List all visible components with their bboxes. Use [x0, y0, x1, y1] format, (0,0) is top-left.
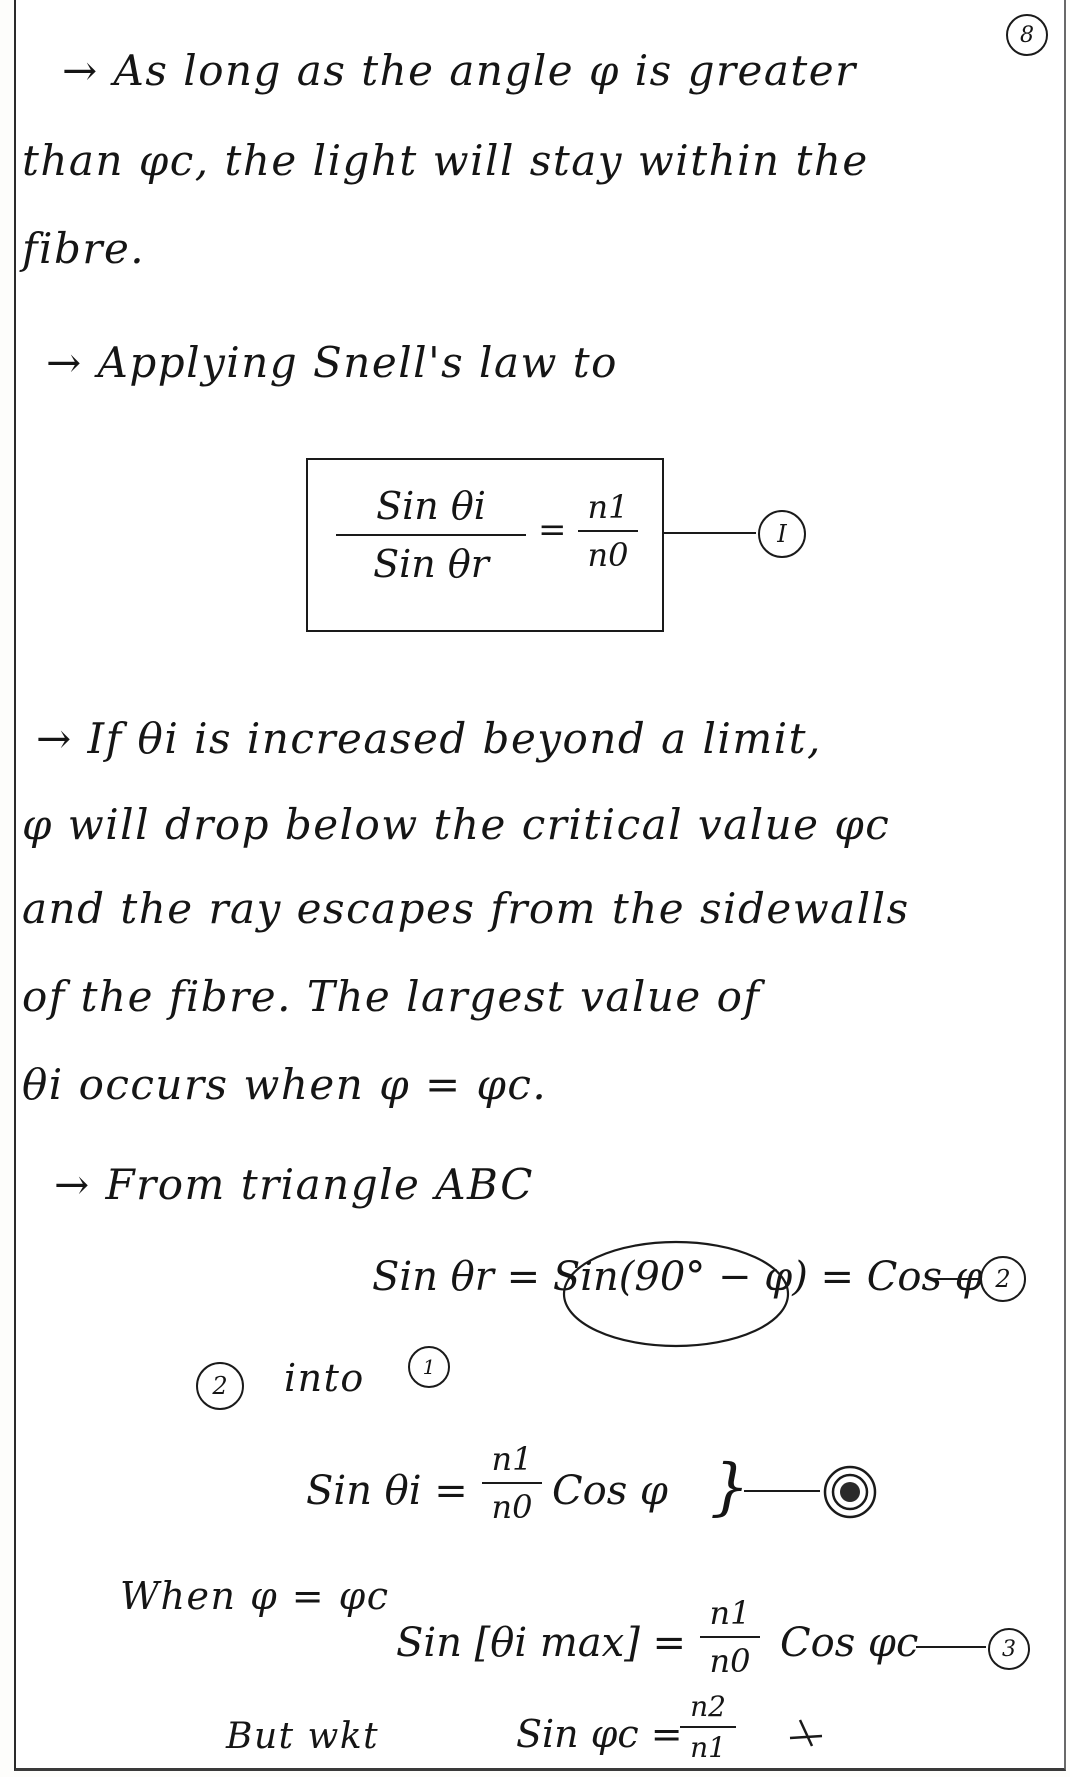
- line-6: φ will drop below the critical value φc: [22, 800, 891, 849]
- equation-1-lhs: [336, 484, 526, 586]
- eq1-fraction-bar: [336, 534, 526, 536]
- line-10: → From triangle ABC: [54, 1160, 534, 1209]
- eq5-denominator: n1: [690, 1731, 726, 1764]
- line-9: θi occurs when φ = φc.: [22, 1060, 548, 1109]
- equation-1-rhs: [578, 488, 638, 574]
- line-12: When φ = φc: [120, 1574, 390, 1618]
- eq1-rhs-bar: [578, 530, 638, 532]
- eq3-fraction: [482, 1440, 542, 1526]
- eq2-label: [980, 1256, 1026, 1302]
- eq2-label-text: 2: [995, 1265, 1011, 1293]
- line-5: → If θi is increased beyond a limit,: [36, 714, 822, 763]
- strike-mark: [786, 1712, 826, 1752]
- eq1-rhs-numerator: n1: [587, 488, 629, 526]
- eq3-scribbled-label: [816, 1462, 886, 1522]
- eq4-numerator: n1: [709, 1594, 751, 1632]
- line-8: of the fibre. The largest value of: [22, 972, 761, 1021]
- page-number-text: 8: [1020, 22, 1034, 48]
- eq5-bar: [680, 1726, 736, 1728]
- eq3-rhs: Cos φ: [552, 1468, 668, 1514]
- eq4-label: [988, 1628, 1030, 1670]
- eq4-label-text: 3: [1002, 1636, 1016, 1662]
- equation-2: Sin θr = Sin(90° − φ) = Cos φ: [372, 1254, 983, 1300]
- eq2-label-leader: [934, 1278, 980, 1280]
- eq3-brace: }: [710, 1450, 750, 1523]
- line-2: than φc, the light will stay within the: [22, 136, 869, 185]
- eq4-fraction: [700, 1594, 760, 1680]
- eq4-lhs: Sin [θi max] =: [396, 1620, 687, 1666]
- eq2-circled-term: [556, 1232, 796, 1362]
- eq1-numerator: Sin θi: [376, 484, 486, 528]
- line-13: But wkt: [226, 1716, 380, 1757]
- eq4-rhs: Cos φc: [780, 1620, 919, 1666]
- eq3-leader: [744, 1490, 820, 1492]
- eq1-label-leader: [664, 532, 756, 534]
- eq1-label-text: I: [777, 520, 787, 548]
- eq4-bar: [700, 1636, 760, 1638]
- sub-ref-2-text: 2: [212, 1372, 228, 1400]
- eq1-equals: =: [538, 510, 567, 550]
- eq3-denominator: n0: [491, 1488, 533, 1526]
- eq3-lhs: Sin θi =: [306, 1468, 468, 1514]
- eq5-fraction: [680, 1690, 736, 1764]
- eq4-denominator: n0: [709, 1642, 751, 1680]
- eq5-numerator: n2: [690, 1690, 726, 1723]
- line-11: into: [284, 1356, 365, 1400]
- sub-ref-2: [196, 1362, 244, 1410]
- eq1-rhs-denominator: n0: [587, 536, 629, 574]
- eq1-denominator: Sin θr: [373, 542, 489, 586]
- eq3-bar: [482, 1482, 542, 1484]
- line-3: fibre.: [22, 224, 146, 273]
- page-number: [1006, 14, 1048, 56]
- sub-ref-1-text: 1: [422, 1355, 436, 1379]
- sub-ref-1: [408, 1346, 450, 1388]
- line-4: → Applying Snell's law to: [46, 338, 618, 387]
- notebook-page: [14, 0, 1066, 1771]
- eq5-lhs: Sin φc =: [516, 1712, 683, 1756]
- eq4-leader: [916, 1646, 986, 1648]
- eq3-numerator: n1: [491, 1440, 533, 1478]
- eq1-label: [758, 510, 806, 558]
- line-7: and the ray escapes from the sidewalls: [22, 884, 910, 933]
- line-1: → As long as the angle φ is greater: [62, 46, 857, 95]
